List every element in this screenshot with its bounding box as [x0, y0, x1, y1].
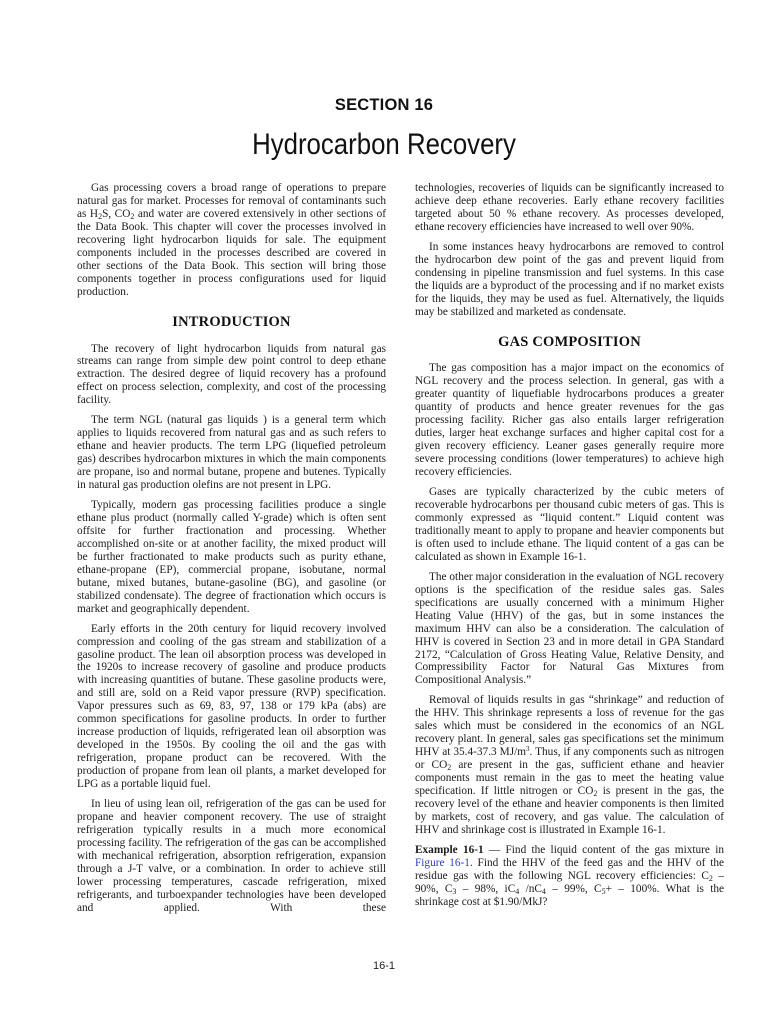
text-run: are present in the gas, sufficient ethane and heavier components must remain in the gas to meet the heating value specification. If little nitrogen or CO	[415, 759, 724, 798]
paragraph: Early efforts in the 20th century for liquid recovery involved compression and cooling of the gas stream and stabilization of a gasoline product. The lean oil absorption process was developed in the 1920s to increase recovery of gasoline and produce products with increasing quantities of butane. These gasoline products were, and still are, sold on a Reid vapor pressure (RVP) specification. Vapor pressures such as 69, 83, 97, 138 or 179 kPa (abs) are common specifications for gasoline products. In order to further increase production of liquids, refrigerated lean oil absorption was developed in the 1950s. By cooling the oil and the gas with refrigeration, propane product can be recovered. With the production of propane from lean oil plants, a market developed for LPG as a portable liquid fuel.	[77, 622, 386, 791]
paragraph: In some instances heavy hydrocarbons are removed to control the hydrocarbon dew point of the gas and prevent liquid from condensing in pipeline transmission and fuel systems. In this case the liquids are a byproduct of the processing and if no market exists for the liquids, they may be used as fuel. Alternatively, the liquids may be stabilized and marketed as condensate.	[415, 240, 724, 318]
text-run: and water are covered extensively in other sections of the Data Book. This chapter will cover the processes involved in recovering light hydrocarbon liquids for sale. The equipment components included in the processes described are covered in other sections of the Data Book. This section will bring those components together in process configurations used for liquid production.	[77, 207, 386, 298]
subscript: 4	[515, 886, 520, 896]
subscript: 2	[593, 789, 598, 799]
subscript: 5	[601, 886, 606, 896]
paragraph: In lieu of using lean oil, refrigeration of the gas can be used for propane and heavier component recovery. The use of straight refrigeration typically results in a much more economical processing facility. The refrigeration of the gas can be accomplished with mechanical refrigeration, absorption refrigeration, expansion through a J-T valve, or a combination. In order to achieve still lower processing temperatures, cascade refrigeration, mixed refrigerants, and turboexpander technologies have been developed and applied. With these	[77, 797, 386, 914]
text-run: . Thus, if any components such as nitrogen or CO	[415, 746, 724, 772]
left-column	[77, 182, 386, 922]
text-run: Gas processing covers a broad range of operations to prepare natural gas for market. Processes for removal of contaminants such as H	[77, 182, 386, 220]
paragraph: Typically, modern gas processing facilities produce a single ethane plus product (normally called Y-grade) which is often sent offsite for further fractionation and processing. Whether accomplished on-site or at another facility, the mixed product will be further fractionated to make products such as purity ethane, ethane-propane (EP), commercial propane, isobutane, normal butane, mixed butanes, butane-gasoline (BG), and gasoline (or stabilized condensate). The degree of fractionation which occurs is market and geographically dependent.	[77, 499, 386, 615]
shrinkage-paragraph	[415, 694, 724, 836]
text-run: + – 100%. What is the shrinkage cost at $1.90/MkJ?	[415, 882, 725, 908]
gas-composition-heading: GAS COMPOSITION	[498, 333, 641, 350]
superscript: 3	[526, 745, 530, 754]
text-run: – 98%, iC	[456, 882, 516, 895]
right-column	[415, 182, 724, 916]
paragraph: The recovery of light hydrocarbon liquids from natural gas streams can range from simple dew point control to deep ethane extraction. The desired degree of liquid recovery has a profound effect on process selection, complexity, and cost of the processing facility.	[77, 342, 386, 407]
subscript: 2	[708, 873, 713, 883]
paragraph: Gases are typically characterized by the cubic meters of recoverable hydrocarbons per thousand cubic meters of gas. This is commonly expressed as “liquid content.” Liquid content was traditionally meant to apply to propane and heavier components but is often used to include ethane. The liquid content of a gas can be calculated as shown in Example 16-1.	[415, 486, 724, 563]
page-title: Hydrocarbon Recovery	[252, 128, 516, 161]
subscript: 2	[98, 211, 103, 221]
subscript: 2	[447, 763, 452, 773]
paragraph: The other major consideration in the evaluation of NGL recovery options is the specification of the residue sales gas. Sales specifications are usually concerned with a minimum Higher Heating Value (HHV) of the gas, but in some instances the maximum HHV can also be a consideration. The calculation of HHV is covered in Section 23 and in more detail in GPA Standard 2172, “Calculation of Gross Heating Value, Relative Density, and Compressibility Factor for Natural Gas Mixtures from Compositional Analysis.”	[415, 570, 724, 687]
subscript: 4	[541, 886, 546, 896]
subscript: 3	[452, 886, 457, 896]
text-run: – 90%, C	[415, 869, 724, 895]
example-label: Example 16-1	[415, 843, 484, 856]
text-run: Removal of liquids results in gas “shrinkage” and reduction of the HHV. This shrinkage represents a loss of revenue for the gas sales which must be considered in the economics of an NGL recovery plant. In general, sales gas specifications set the minimum HHV at 35.4-37.3 MJ/m	[415, 694, 724, 759]
intro-paragraph	[77, 182, 386, 299]
paragraph: technologies, recoveries of liquids can be significantly increased to achieve deep ethane recoveries. Early ethane recovery facilities targeted about 50 % ethane recovery. As processes developed, ethane recovery efficiencies have increased to well over 90%.	[415, 182, 724, 233]
example-16-1	[415, 844, 724, 909]
page-number: 16-1	[372, 960, 396, 972]
text-run: . Find the HHV of the feed gas and the HHV of the residue gas with the following NGL recovery efficiencies: C	[415, 856, 724, 882]
paragraph: The gas composition has a major impact on the economics of NGL recovery and the process selection. In general, gas with a greater quantity of liquefiable hydrocarbons produces a greater quantity of products and hence greater revenues for the gas processing facility. Richer gas also entails larger refrigeration duties, larger heat exchange surfaces and higher capital cost for a given recovery efficiency. Leaner gases generally require more severe processing conditions (lower temperatures) to achieve high recovery efficiencies.	[415, 362, 724, 479]
figure-16-1-link[interactable]: Figure 16-1	[415, 856, 470, 869]
introduction-heading: INTRODUCTION	[172, 313, 291, 330]
section-label: SECTION 16	[334, 96, 434, 114]
text-run: – 99%, C	[545, 882, 602, 895]
paragraph: The term NGL (natural gas liquids ) is a general term which applies to liquids recovered from natural gas and as such refers to ethane and heavier products. The term LPG (liquefied petroleum gas) describes hydrocarbon mixtures in which the main components are propane, iso and normal butane, propene and butenes. Typically in natural gas production olefins are not present in LPG.	[77, 414, 386, 492]
subscript: 2	[130, 211, 135, 221]
text-run: is present in the gas, the recovery level of the ethane and heavier components is then limited by markets, cost of recovery, and gas value. The calculation of HHV and shrinkage cost is illustrated in Example 16-1.	[415, 785, 724, 836]
text-run: S, CO	[102, 207, 131, 220]
text-run: /nC	[519, 882, 542, 895]
text-run: — Find the liquid content of the gas mixture in	[483, 843, 724, 856]
